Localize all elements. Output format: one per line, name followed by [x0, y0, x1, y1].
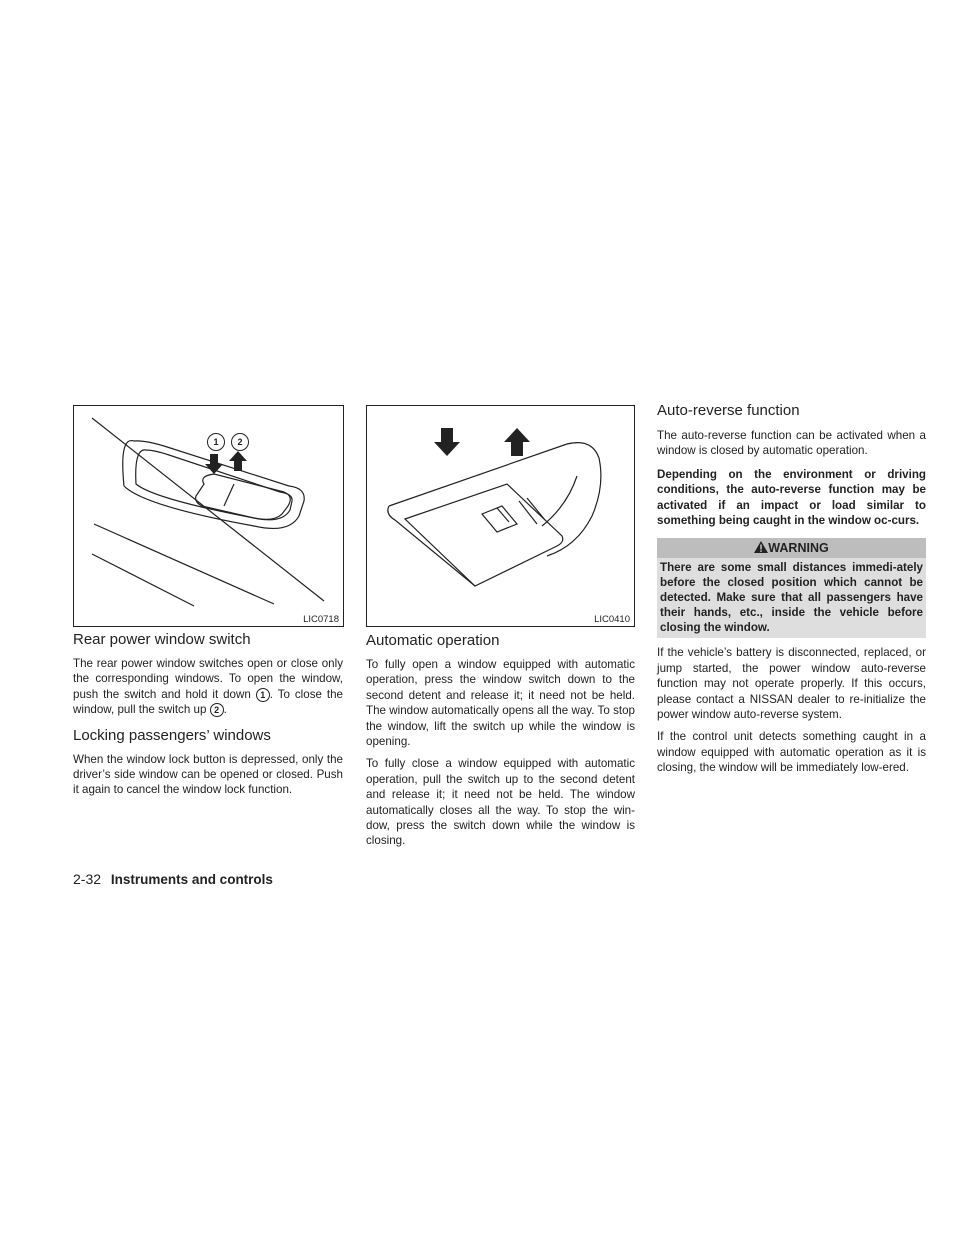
inline-callout-2: 2 — [210, 703, 224, 717]
left-column — [73, 631, 343, 798]
figure-code: LIC0410 — [594, 614, 630, 625]
heading-auto-reverse-function: Auto-reverse function — [657, 402, 800, 419]
figure-code: LIC0718 — [303, 614, 339, 625]
paragraph-auto-reverse-note: Depending on the environment or driving conditions, the auto-reverse function may be activated if an impact or load similar to something being caught in the window oc-curs. — [657, 467, 926, 528]
paragraph-control-unit: If the control unit detects something caught in a window equipped with automatic operation as it is closing, the window will be immediately low-ered. — [657, 730, 926, 775]
heading-rear-power-window-switch: Rear power window switch — [73, 631, 251, 648]
inline-callout-1: 1 — [256, 688, 270, 702]
page-number: 2-32 — [73, 871, 102, 887]
middle-column — [366, 632, 635, 849]
heading-automatic-operation: Automatic operation — [366, 632, 500, 649]
callout-1: 1 — [207, 433, 225, 451]
auto-switch-illustration — [367, 406, 636, 628]
section-title: Instruments and controls — [110, 872, 273, 887]
warning-header — [657, 538, 926, 558]
paragraph-auto-reverse-intro: The auto-reverse function can be activated when a window is closed by automatic operation. — [657, 429, 926, 458]
paragraph-auto-close: To fully close a window equipped with automatic operation, pull the switch up to the second detent and release it; it need not be held. The window automatically closes all the way. To stop the win-dow, press the switch down while the window is closing. — [366, 757, 635, 848]
warning-text: There are some small distances immedi-ately before the closed position which cannot be detected. Make sure that all passengers have their hands, etc., inside the vehicle before closing the window. — [657, 558, 926, 638]
figure-automatic-switch — [366, 405, 635, 627]
paragraph-auto-open: To fully open a window equipped with automatic operation, press the window switch down to the second detent and release it; it need not be held. The window automatically opens all the way. To stop the window, lift the switch up while the window is opening. — [366, 658, 635, 749]
warning-title: WARNING — [768, 541, 829, 556]
warning-triangle-icon — [754, 541, 768, 553]
warning-box — [657, 538, 926, 638]
paragraph-locking: When the window lock button is depressed, only the driver’s side window can be opened or closed. Push it again to cancel the window lock function. — [73, 752, 343, 797]
page-footer — [73, 871, 273, 887]
paragraph-battery: If the vehicle’s battery is disconnected, replaced, or jump started, the power window auto-reverse function may not operate properly. If this occurs, please contact a NISSAN dealer to re-initialize the power window auto-reverse system. — [657, 646, 926, 722]
figure-rear-window-switch — [73, 405, 344, 627]
paragraph-rear-switch: The rear power window switches open or close only the corresponding windows. To open the window, push the switch and hold it down 1 . To close the window, pull the switch up 2 . — [73, 657, 343, 717]
right-column — [657, 402, 926, 776]
callout-2: 2 — [231, 433, 249, 451]
heading-locking-passengers-windows: Locking passengers’ windows — [73, 726, 271, 744]
